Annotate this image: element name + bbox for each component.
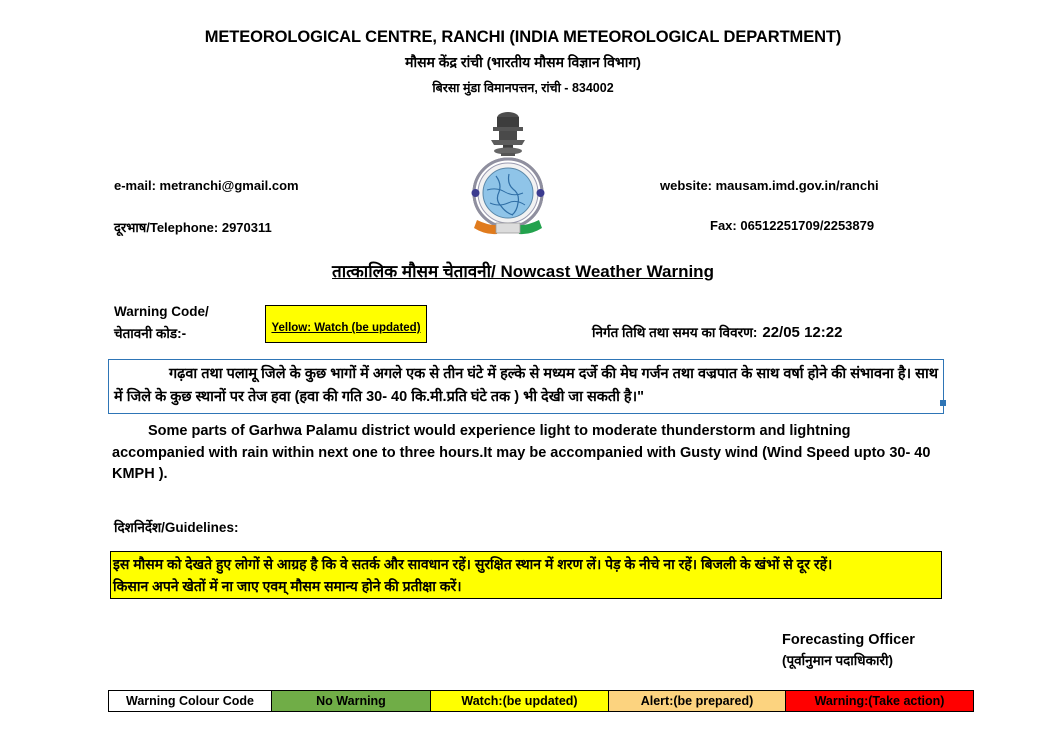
page-title <box>0 259 1046 282</box>
warning-code-badge <box>265 305 427 343</box>
issue-datetime <box>592 323 842 341</box>
legend-cell-watch: Watch:(be updated) <box>431 691 609 711</box>
fax-text: Fax: 06512251709/2253879 <box>710 218 875 233</box>
email-text: e-mail: metranchi@gmail.com <box>114 178 299 193</box>
document-header <box>0 0 1046 96</box>
warning-english-body: Some parts of Garhwa Palamu district would experience light to moderate thunderstorm and lightning accompanied with rain within next one to three hours.It may be accompanied with Gusty wind (Wind Speed upto 30- 40 KMPH ). <box>112 423 931 482</box>
issue-datetime-label: निर्गत तिथि तथा समय का विवरण: <box>592 325 758 340</box>
website-text: website: mausam.imd.gov.in/ranchi <box>660 178 879 193</box>
warning-english-text <box>112 421 932 486</box>
warning-code-label-hi: चेतावनी कोड:- <box>114 326 187 341</box>
signature-title-en: Forecasting Officer <box>782 632 915 648</box>
guidelines-line-2: किसान अपने खेतों में ना जाए एवम् मौसम समान्य होने की प्रतीक्षा करें। <box>113 578 462 594</box>
signature-title-hi: (पूर्वानुमान पदाधिकारी) <box>782 653 893 668</box>
issue-datetime-value: 22/05 12:22 <box>762 324 843 341</box>
guidelines-line-1: इस मौसम को देखते हुए लोगों से आग्रह है कि वे सतर्क और सावधान रहें। सुरक्षित स्थान में शरण लें। पेड़ के नीचे ना रहें। बिजली के खंभों से दूर रहें। <box>113 556 833 572</box>
telephone-text: दूरभाष/Telephone: 2970311 <box>114 220 272 235</box>
org-name-english: METEOROLOGICAL CENTRE, RANCHI (INDIA METEOROLOGICAL DEPARTMENT) <box>204 28 842 46</box>
org-name-hindi: मौसम केंद्र रांची (भारतीय मौसम विज्ञान विभाग) <box>405 54 641 70</box>
warning-hindi-box <box>108 359 944 414</box>
org-address-hindi: बिरसा मुंडा विमानपत्तन, रांची - 834002 <box>432 81 614 95</box>
warning-hindi-line1: गढ़वा तथा पलामू जिले के कुछ भागों में अगले एक से तीन घंटे में हल्के से मध्यम दर्जे की मेघ गर्जन तथा वज्रपात के साथ वर्षा होने की <box>169 366 847 382</box>
warning-code-label <box>114 301 209 345</box>
selection-handle[interactable] <box>940 400 946 406</box>
contact-block <box>0 178 1046 248</box>
warning-hindi-text <box>114 363 938 409</box>
warning-code-label-en: Warning Code/ <box>114 304 209 319</box>
signature-block <box>782 632 915 669</box>
page-title-text: तात्कालिक मौसम चेतावनी/ Nowcast Weather Warning <box>332 262 714 281</box>
warning-colour-code-legend <box>108 690 974 712</box>
warning-hindi-line2: संभावना है। साथ में जिले के कुछ स्थानों पर तेज हवा (हवा की गति 30- 40 कि.मी.प्रति घंटे तक ) भी देखी जा सकती है।" <box>114 366 938 405</box>
ashoka-lion-capital-icon <box>491 112 525 156</box>
legend-cell-no-warning: No Warning <box>272 691 431 711</box>
guidelines-label: दिशनिर्देश/Guidelines: <box>114 520 239 535</box>
warning-code-value: Yellow: Watch (be updated) <box>271 322 421 334</box>
legend-cell-warning: Warning:(Take action) <box>786 691 973 711</box>
legend-cell-alert: Alert:(be prepared) <box>609 691 786 711</box>
legend-cell-title: Warning Colour Code <box>109 691 272 711</box>
guidelines-box <box>110 551 942 599</box>
